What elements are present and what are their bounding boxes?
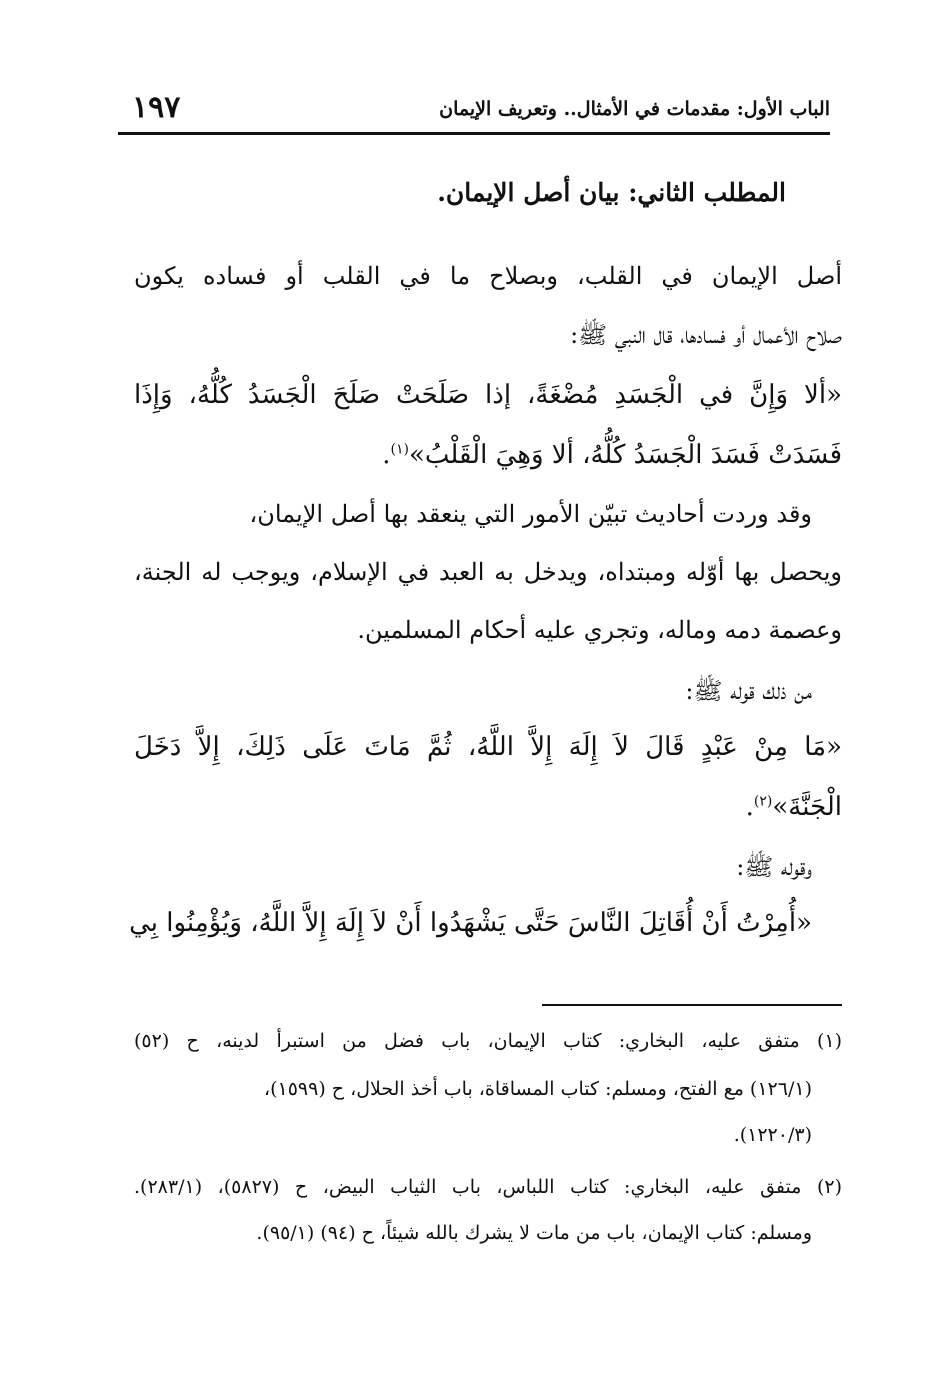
footnote-ref-1: (١) bbox=[390, 441, 409, 458]
page-number: ١٩٧ bbox=[132, 90, 181, 125]
paragraph-2-line-2: ويحصل بها أوّله ومبتداه، ويدخل به العبد في الإسلام، ويوجب له الجنة، bbox=[134, 558, 842, 586]
hadith-1-end: . bbox=[382, 440, 391, 470]
hadith-1-line-1: «ألا وَإِنَّ في الْجَسَدِ مُضْغَةً، إذا صَلَحَتْ صَلَحَ الْجَسَدُ كُلُّهُ، وَإِذَا bbox=[134, 380, 842, 410]
footnote-1-line-3: (١٢٢٠/٣). bbox=[733, 1124, 812, 1146]
footnote-1-line-2: (١٢٦/١) مع الفتح، ومسلم: كتاب المساقاة، باب أخذ الحلال، ح (١٥٩٩)، bbox=[263, 1078, 812, 1100]
intro-2: من ذلك قوله ﷺ: bbox=[685, 677, 812, 705]
hadith-2-text: الْجَنَّةَ» bbox=[772, 792, 842, 822]
footnote-2-line-2: ومسلم: كتاب الإيمان، باب من مات لا يشرك بالله شيئاً، ح (٩٤) (٩٥/١). bbox=[256, 1222, 812, 1244]
footnote-ref-2: (٢) bbox=[753, 793, 773, 810]
paragraph-1-line-2: صلاح الأعمال أو فسادها، قال النبي ﷺ: bbox=[570, 321, 842, 349]
hadith-1-line-2 bbox=[382, 440, 842, 470]
section-title: المطلب الثاني: بيان أصل الإيمان. bbox=[437, 178, 786, 207]
footnote-1-line-1: (١) متفق عليه، البخاري: كتاب الإيمان، باب فضل من استبرأ لدينه، ح (٥٢) bbox=[134, 1030, 842, 1052]
hadith-2-line-1: «مَا مِنْ عَبْدٍ قَالَ لاَ إِلَهَ إِلاَّ اللَّهُ، ثُمَّ مَاتَ عَلَى ذَلِكَ، إِلاَّ دَخَلَ bbox=[134, 732, 842, 762]
paragraph-1-line-1: أصل الإيمان في القلب، وبصلاح ما في القلب أو فساده يكون bbox=[134, 262, 842, 290]
running-header bbox=[118, 88, 830, 136]
hadith-2-end: . bbox=[745, 792, 754, 822]
paragraph-2-line-1: وقد وردت أحاديث تبيّن الأمور التي ينعقد بها أصل الإيمان، bbox=[249, 500, 812, 528]
footnote-separator bbox=[542, 1004, 842, 1006]
header-title: الباب الأول: مقدمات في الأمثال.. وتعريف الإيمان bbox=[439, 98, 830, 120]
hadith-2-line-2 bbox=[746, 792, 842, 822]
intro-3: وقوله ﷺ: bbox=[736, 853, 812, 881]
paragraph-2-line-3: وعصمة دمه وماله، وتجري عليه أحكام المسلمين. bbox=[357, 616, 842, 644]
hadith-3-line-1: «أُمِرْتُ أَنْ أُقَاتِلَ النَّاسَ حَتَّى يَشْهَدُوا أَنْ لاَ إِلَهَ إِلاَّ اللَّهُ، وَيُؤْمِنُوا بِي bbox=[129, 908, 812, 938]
footnote-2-line-1: (٢) متفق عليه، البخاري: كتاب اللباس، باب الثياب البيض، ح (٥٨٢٧)، (٢٨٣/١). bbox=[134, 1176, 842, 1198]
header-rule bbox=[118, 132, 830, 135]
hadith-1-text: فَسَدَتْ فَسَدَ الْجَسَدُ كُلُّهُ، ألا وَهِيَ الْقَلْبُ» bbox=[408, 440, 842, 470]
